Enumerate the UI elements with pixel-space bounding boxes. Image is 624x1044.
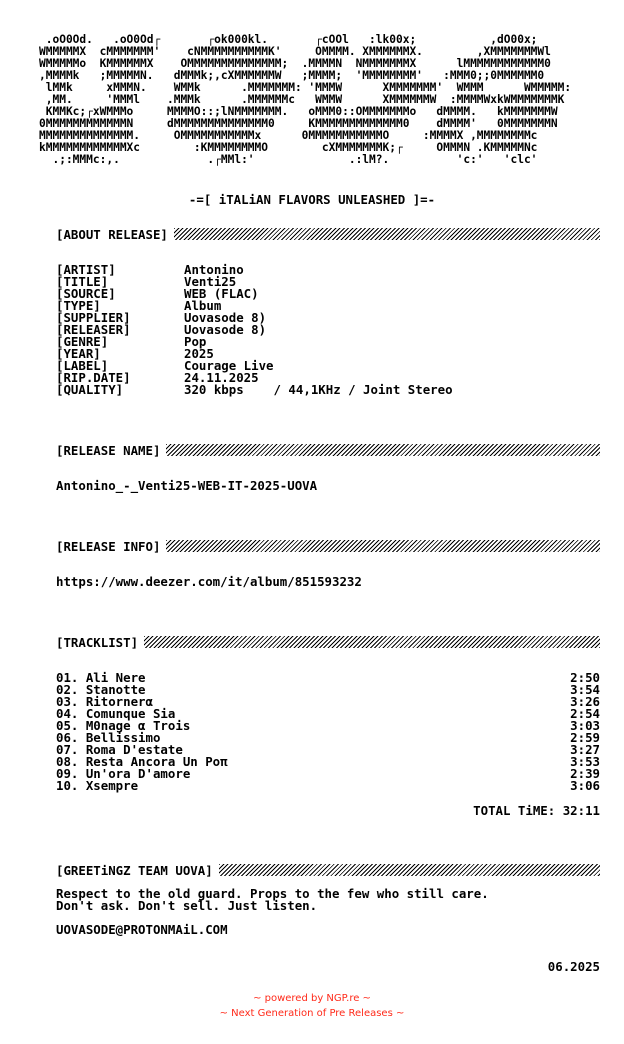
total-time: TOTAL TiME: 32:11 xyxy=(473,803,600,818)
section-greetings-header xyxy=(56,863,600,877)
about-value: 2025 xyxy=(184,346,214,361)
about-release-list xyxy=(56,264,453,396)
section-release-info-header xyxy=(56,539,600,553)
track-duration: 3:06 xyxy=(570,778,600,793)
section-release-name-header xyxy=(56,443,600,457)
section-divider xyxy=(174,228,600,240)
about-row xyxy=(56,324,453,336)
section-title: [RELEASE INFO] xyxy=(56,538,161,554)
about-key: [TYPE] xyxy=(56,298,101,313)
about-value: Uovasode 8) xyxy=(184,310,267,325)
about-value: Uovasode 8) xyxy=(184,322,267,337)
section-title: [GREETiNGZ TEAM UOVA] xyxy=(56,862,213,878)
track-title: 06. Bellissimo xyxy=(56,730,161,745)
track-duration: 3:26 xyxy=(570,694,600,709)
track-title: 01. Ali Nere xyxy=(56,670,146,685)
about-key: [SUPPLIER] xyxy=(56,310,131,325)
section-title: [RELEASE NAME] xyxy=(56,442,161,458)
section-divider xyxy=(144,636,600,648)
about-value: Pop xyxy=(184,334,207,349)
tracklist xyxy=(56,672,600,792)
about-key: [GENRE] xyxy=(56,334,109,349)
track-title: 10. Xsempre xyxy=(56,778,139,793)
about-value: Antonino xyxy=(184,262,244,277)
tagline: -=[ iTALiAN FLAVORS UNLEASHED ]=- xyxy=(188,192,436,207)
about-key: [ARTIST] xyxy=(56,262,116,277)
section-title: [ABOUT RELEASE] xyxy=(56,226,168,242)
about-key: [RELEASER] xyxy=(56,322,131,337)
section-about-header xyxy=(56,227,600,241)
track-duration: 2:59 xyxy=(570,730,600,745)
release-date: 06.2025 xyxy=(547,959,600,974)
about-key: [RIP.DATE] xyxy=(56,370,131,385)
track-title: 03. Ritornerα xyxy=(56,694,153,709)
about-key: [YEAR] xyxy=(56,346,101,361)
about-value: WEB (FLAC) xyxy=(184,286,259,301)
about-value: 24.11.2025 xyxy=(184,370,259,385)
track-title: 09. Un'ora D'amore xyxy=(56,766,191,781)
track-duration: 3:54 xyxy=(570,682,600,697)
about-row xyxy=(56,264,453,276)
footer-tagline: ~ Next Generation of Pre Releases ~ xyxy=(219,1008,405,1019)
section-divider xyxy=(166,444,600,456)
track-duration: 3:53 xyxy=(570,754,600,769)
greeting-line: Respect to the old guard. Props to the few who still care. xyxy=(56,886,489,901)
about-value: Courage Live xyxy=(184,358,274,373)
section-divider xyxy=(219,864,600,876)
section-tracklist-header xyxy=(56,635,600,649)
track-duration: 2:50 xyxy=(570,670,600,685)
about-key: [TITLE] xyxy=(56,274,109,289)
track-duration: 3:27 xyxy=(570,742,600,757)
about-value: Venti25 xyxy=(184,274,237,289)
about-value: 320 kbps / 44,1KHz / Joint Stereo xyxy=(184,382,453,397)
about-value: Album xyxy=(184,298,222,313)
contact-email[interactable]: UOVASODE@PROTONMAiL.COM xyxy=(56,922,228,937)
section-title: [TRACKLIST] xyxy=(56,634,139,650)
about-key: [SOURCE] xyxy=(56,286,116,301)
release-url[interactable]: https://www.deezer.com/it/album/851593232 xyxy=(56,574,362,589)
track-duration: 2:54 xyxy=(570,706,600,721)
track-duration: 3:03 xyxy=(570,718,600,733)
about-row xyxy=(56,336,453,348)
section-divider xyxy=(166,540,600,552)
track-title: 07. Roma D'estate xyxy=(56,742,183,757)
footer-powered-by[interactable]: ~ powered by NGP.re ~ xyxy=(253,993,371,1004)
release-name: Antonino_-_Venti25-WEB-IT-2025-UOVA xyxy=(56,478,318,493)
ascii-logo: .oO0Od. .oO0Od┌ ┌ok000kl. ┌cOOl :lk00x; ,dO00x; WMMMMMX cMMMMMMM' cNMMMMMMMMMMK' OMMMM. XMMMMMMX. ,XMMMMMMMWl WMMMMMo KMMMMMMX OMMMMMMMMMMMMMM; .MMMMN NMMMMMMMX lMMMMMMMMMMMM0 ,MMMMk ;MMMMMN. dMMMk;,cXMMMMMMW ;MMMM; 'MMMMMMMM' :MMM0;;0MMMMMM0 lMMk xMMMN. WMMk .MMMMMMM: 'MMMW XMMMMMMM' WMMM WMMMMM: ,MM. 'MMMl .MMMk .MMMMMMc WMMW XMMMMMMW :MMMMWxkWMMMMMMMK KMMKc;┌xWMMMo MMMMO::;lNMMMMMMM. oMMM0::OMMMMMMMo dMMMM. kMMMMMMMW 0MMMMMMMMMMMMN dMMMMMMMMMMMMMM0 KMMMMMMMMMMMMM0 dMMMM' 0MMMMMMMN MMMMMMMMMMMMMM. OMMMMMMMMMMMx 0MMMMMMMMMMMO :MMMMX ,MMMMMMMMc kMMMMMMMMMMMMXc :KMMMMMMMMO cXMMMMMMMK;┌ OMMMN .KMMMMMNc .;:MMMc:,. .┌MMl:' .:lM?. 'c:' 'clc' xyxy=(39,33,572,166)
track-duration: 2:39 xyxy=(570,766,600,781)
track-title: 04. Comunque Sia xyxy=(56,706,176,721)
about-row xyxy=(56,288,453,300)
about-key: [QUALITY] xyxy=(56,382,124,397)
greeting-line: Don't ask. Don't sell. Just listen. xyxy=(56,898,318,913)
track-title: 08. Resta Ancora Un Poπ xyxy=(56,754,228,769)
about-row xyxy=(56,384,453,396)
track-title: 02. Stanotte xyxy=(56,682,146,697)
track-title: 05. M0nage α Trois xyxy=(56,718,191,733)
about-key: [LABEL] xyxy=(56,358,109,373)
track-row xyxy=(56,780,600,792)
